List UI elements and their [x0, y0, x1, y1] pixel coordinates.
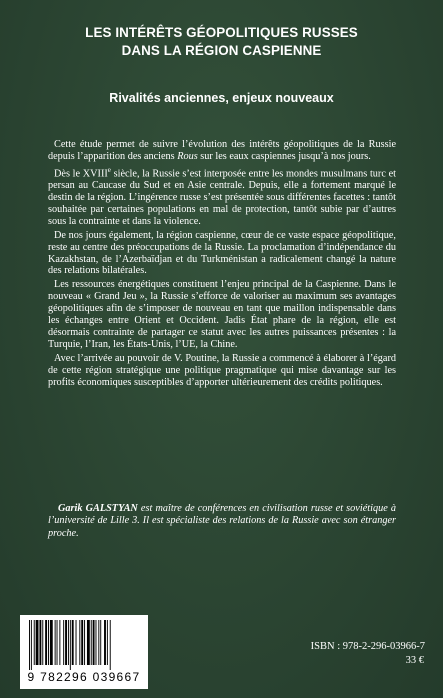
barcode-bar	[107, 620, 108, 665]
barcode-bar	[65, 620, 67, 665]
barcode-bar	[34, 620, 35, 665]
rous-term: Rous	[177, 150, 198, 162]
title-line-2: DANS LA RÉGION CASPIENNE	[121, 43, 322, 58]
blurb	[48, 139, 396, 391]
blurb-paragraph-4: Les ressources énergétiques constituent l’enjeu principal de la Caspienne. Dans le nouveau « Grand Jeu », la Russie s’efforce de valoriser au maximum ses avantages géopolitiques afin de s’imposer de nouveau en tant que maillon indispensable dans les échanges entre Orient et Occident. Jadis État phare de la région, elle est désormais contrainte de partager ce statut avec les autres puissances présentes : la Turquie, l’Iran, les États-Unis, l’UE, la Chine.	[48, 279, 396, 350]
blurb-paragraph-3: De nos jours également, la région caspienne, cœur de ce vaste espace géopolitique, reste au centre des préoccupations de la Russie. La proclamation d’indépendance du Kazakhstan, de l’Azerbaïdjan et du Turkménistan a radicalement changé la nature des relations bilatérales.	[48, 229, 396, 277]
barcode-bar	[70, 620, 71, 670]
barcode-bars	[29, 620, 139, 670]
barcode-bar	[50, 620, 53, 665]
barcode-bar	[93, 620, 95, 665]
barcode-bar	[55, 620, 56, 665]
barcode-bar	[98, 620, 99, 665]
barcode-bar	[29, 620, 30, 670]
barcode-bar	[87, 620, 90, 665]
author-bio-text: est maître de conférences en civilisation russe et soviétique à l’université de Lille 3. Il est spécialiste des relations de la Russie avec son étranger proche.	[48, 503, 396, 539]
barcode-bar	[42, 620, 43, 665]
barcode-bar	[72, 620, 74, 665]
barcode-bar	[63, 620, 64, 665]
barcode-bar	[100, 620, 101, 665]
blurb-paragraph-5: Avec l’arrivée au pouvoir de V. Poutine, la Russie a commencé à élaborer à l’égard de cette région stratégique une politique pragmatique qui mise davantage sur les profits économiques susceptibles d’apporter ultérieurement des crédits politiques.	[48, 352, 396, 388]
barcode-bar	[39, 620, 41, 665]
barcode-bar	[59, 620, 60, 665]
barcode-bar	[84, 620, 85, 665]
barcode-bar	[31, 620, 32, 670]
barcode-digits: 9 782296 039667	[27, 670, 141, 684]
author-name: Garik GALSTYAN	[58, 503, 138, 514]
barcode-bar	[68, 620, 69, 665]
title-line-1: LES INTÉRÊTS GÉOPOLITIQUES RUSSES	[85, 25, 358, 40]
author-bio	[48, 503, 396, 540]
barcode-bar	[110, 620, 111, 670]
blurb-paragraph-2: Dès le XVIIIe siècle, la Russie s’est interposée entre les mondes musulmans turc et persan au Caucase du Sud et en Asie centrale. Depuis, elle a fortement marqué le destin de la région. L’ingérence russe s’est présentée sous différentes facettes : tantôt souhaitée par certaines populations en mal de protection, tantôt subie par d’autres sous la contrainte et dans la violence.	[48, 165, 396, 227]
barcode	[20, 615, 148, 689]
barcode-bar	[91, 620, 92, 665]
book-subtitle: Rivalités anciennes, enjeux nouveaux	[109, 91, 334, 105]
blurb-paragraph-1: Cette étude permet de suivre l’évolution des intérêts géopolitiques de la Russie depuis l’apparition des anciens Rous sur les eaux caspiennes jusqu’à nos jours.	[48, 139, 396, 162]
barcode-bar	[45, 620, 47, 665]
barcode-bar	[36, 620, 39, 665]
barcode-bar	[96, 620, 97, 665]
price: 33 €	[405, 655, 424, 666]
isbn: ISBN : 978-2-296-03966-7	[310, 641, 425, 652]
barcode-bar	[79, 620, 80, 665]
book-title	[0, 24, 443, 60]
barcode-bar	[104, 620, 106, 665]
barcode-bar	[48, 620, 49, 665]
barcode-bar	[57, 620, 58, 665]
barcode-bar	[81, 620, 83, 665]
barcode-bar	[76, 620, 77, 665]
